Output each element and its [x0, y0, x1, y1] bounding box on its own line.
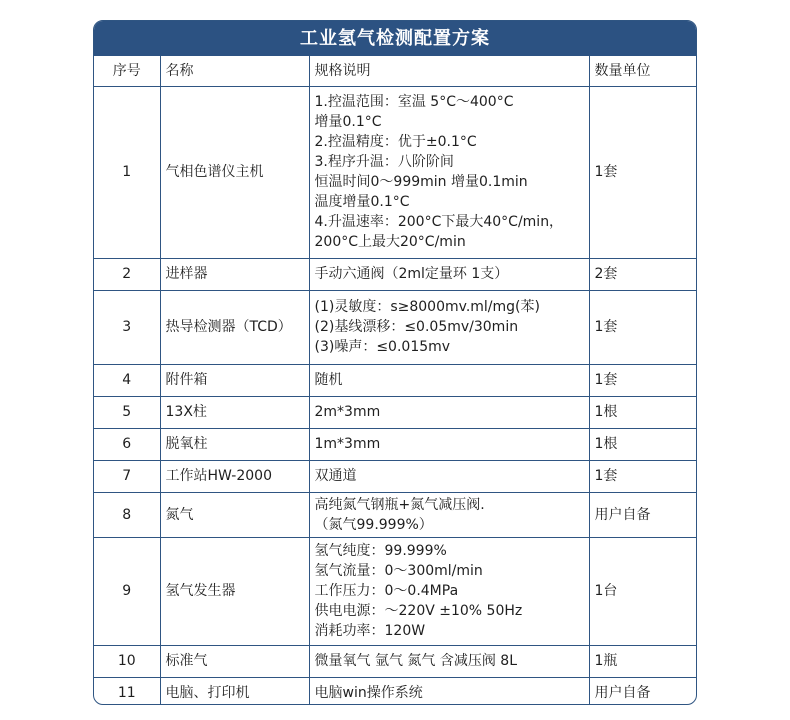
item-quantity: 用户自备 [589, 677, 697, 705]
spec-line: 2.控温精度：优于±0.1°C [314, 134, 477, 150]
item-quantity: 1套 [589, 460, 697, 492]
table-row [94, 460, 697, 492]
row-number: 8 [94, 492, 160, 537]
header-qty: 数量单位 [589, 56, 697, 86]
table-row [94, 86, 697, 258]
item-name: 进样器 [160, 258, 309, 290]
table-row [94, 428, 697, 460]
spec-line: 1.控温范围：室温 5°C～400°C [314, 94, 514, 110]
item-spec [309, 290, 589, 364]
table-row [94, 537, 697, 645]
spec-line: (2)基线漂移：≤0.05mv/30min [314, 319, 519, 335]
config-table [94, 56, 697, 705]
spec-line: 电脑win操作系统 [314, 684, 423, 701]
item-spec [309, 428, 589, 460]
spec-line: 4.升温速率：200°C下最大40°C/min， [314, 214, 564, 230]
spec-line: 随机 [314, 372, 343, 388]
spec-line: (3)噪声：≤0.015mv [314, 339, 451, 355]
spec-line: 工作压力：0～0.4MPa [314, 583, 459, 599]
item-name: 标准气 [160, 645, 309, 677]
item-name: 氮气 [160, 492, 309, 537]
table-row [94, 492, 697, 537]
item-quantity: 2套 [589, 258, 697, 290]
spec-line: （氮气99.999%） [314, 516, 433, 533]
item-quantity: 1根 [589, 428, 697, 460]
item-spec [309, 492, 589, 537]
item-name: 热导检测器（TCD） [160, 290, 309, 364]
spec-line: 氢气纯度：99.999% [314, 543, 447, 559]
row-number: 7 [94, 460, 160, 492]
item-spec [309, 396, 589, 428]
header-row [94, 56, 697, 86]
spec-line: (1)灵敏度：s≥8000mv.ml/mg(苯) [314, 299, 540, 315]
spec-line: 消耗功率：120W [314, 623, 426, 639]
spec-line: 双通道 [314, 468, 357, 484]
row-number: 4 [94, 364, 160, 396]
spec-line: 200°C上最大20°C/min [314, 234, 466, 250]
config-table-panel [93, 20, 697, 705]
table-title: 工业氢气检测配置方案 [94, 21, 696, 56]
row-number: 9 [94, 537, 160, 645]
item-spec [309, 364, 589, 396]
row-number: 11 [94, 677, 160, 705]
item-quantity: 1瓶 [589, 645, 697, 677]
spec-line: 微量氧气 氩气 氮气 含减压阀 8L [314, 653, 518, 669]
spec-line: 2m*3mm [314, 404, 381, 420]
header-no: 序号 [94, 56, 160, 86]
item-name: 工作站HW-2000 [160, 460, 309, 492]
item-quantity: 1台 [589, 537, 697, 645]
row-number: 2 [94, 258, 160, 290]
table-row [94, 364, 697, 396]
item-spec [309, 677, 589, 705]
row-number: 1 [94, 86, 160, 258]
item-spec [309, 645, 589, 677]
row-number: 10 [94, 645, 160, 677]
item-name: 脱氧柱 [160, 428, 309, 460]
item-name: 13X柱 [160, 396, 309, 428]
item-name: 电脑、打印机 [160, 677, 309, 705]
row-number: 6 [94, 428, 160, 460]
spec-line: 3.程序升温：八阶阶间 [314, 154, 454, 170]
spec-line: 手动六通阀（2ml定量环 1支） [314, 266, 509, 282]
header-name: 名称 [160, 56, 309, 86]
spec-line: 氢气流量：0～300ml/min [314, 563, 483, 579]
spec-line: 增量0.1°C [314, 114, 382, 130]
item-spec [309, 537, 589, 645]
spec-line: 供电电源：～220V ±10% 50Hz [314, 603, 523, 619]
item-name: 气相色谱仪主机 [160, 86, 309, 258]
spec-line: 高纯氮气钢瓶+氮气减压阀. [314, 496, 485, 513]
spec-line: 恒温时间0～999min 增量0.1min [314, 174, 528, 190]
table-row [94, 645, 697, 677]
item-quantity: 1套 [589, 86, 697, 258]
row-number: 5 [94, 396, 160, 428]
item-name: 附件箱 [160, 364, 309, 396]
item-name: 氢气发生器 [160, 537, 309, 645]
header-spec: 规格说明 [309, 56, 589, 86]
item-quantity: 用户自备 [589, 492, 697, 537]
table-row [94, 677, 697, 705]
spec-line: 1m*3mm [314, 436, 381, 452]
item-spec [309, 460, 589, 492]
item-quantity: 1套 [589, 364, 697, 396]
table-row [94, 290, 697, 364]
row-number: 3 [94, 290, 160, 364]
table-row [94, 396, 697, 428]
item-spec [309, 86, 589, 258]
spec-line: 温度增量0.1°C [314, 194, 410, 210]
item-quantity: 1套 [589, 290, 697, 364]
table-row [94, 258, 697, 290]
item-quantity: 1根 [589, 396, 697, 428]
item-spec [309, 258, 589, 290]
